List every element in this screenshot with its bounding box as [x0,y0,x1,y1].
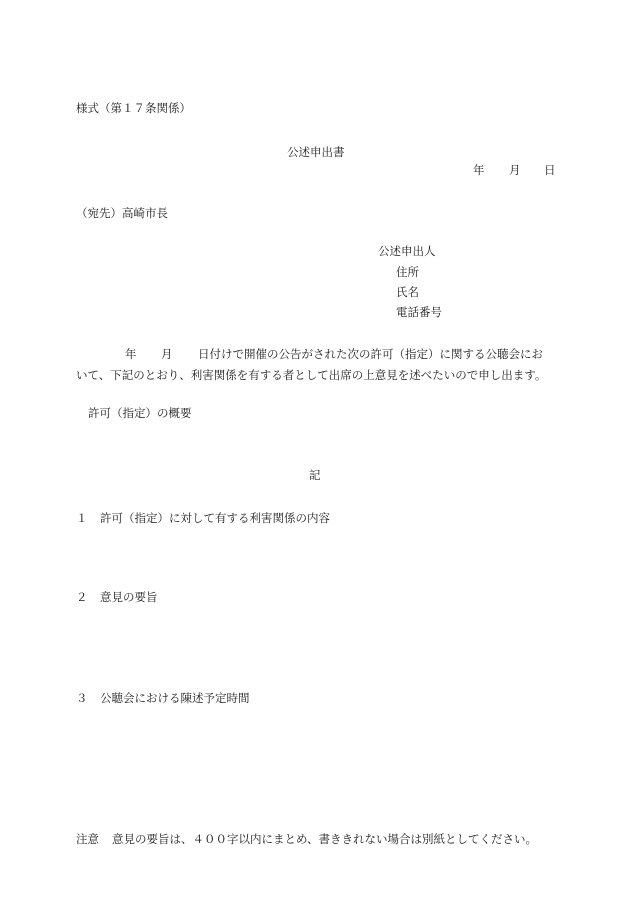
outline-label: 許可（指定）の概要 [88,406,192,420]
item-label: 意見の要旨 [100,590,158,604]
item-number: ３ [76,691,88,705]
item-number: ２ [76,590,88,604]
document-title: 公述申出書 [287,145,345,159]
item-number: １ [76,511,88,525]
applicant-phone-label: 電話番号 [396,305,442,319]
applicant-name-label: 氏名 [396,285,419,299]
body-line1-rest: 日付けで開催の公告がされた次の許可（指定）に関する公聴会にお [198,347,543,361]
body-year: 年 [125,347,137,361]
body-month: 月 [161,347,173,361]
addressee: （宛先）高崎市長 [76,206,168,220]
note-text: 意見の要旨は、４００字以内にまとめ、書ききれない場合は別紙としてください。 [112,832,538,846]
note-label: 注意 [76,832,99,846]
ki-heading: 記 [309,468,321,482]
item-label: 許可（指定）に対して有する利害関係の内容 [100,511,330,525]
applicant-heading: 公述申出人 [378,244,436,258]
date-month: 月 [509,163,521,177]
date-year: 年 [473,163,485,177]
date-day: 日 [544,163,556,177]
item-label: 公聴会における陳述予定時間 [100,691,250,705]
form-label: 様式（第１７条関係） [76,101,191,115]
body-line2: いて、下記のとおり、利害関係を有する者として出席の上意見を述べたいので申し出ます。 [76,368,547,382]
applicant-address-label: 住所 [396,265,419,279]
